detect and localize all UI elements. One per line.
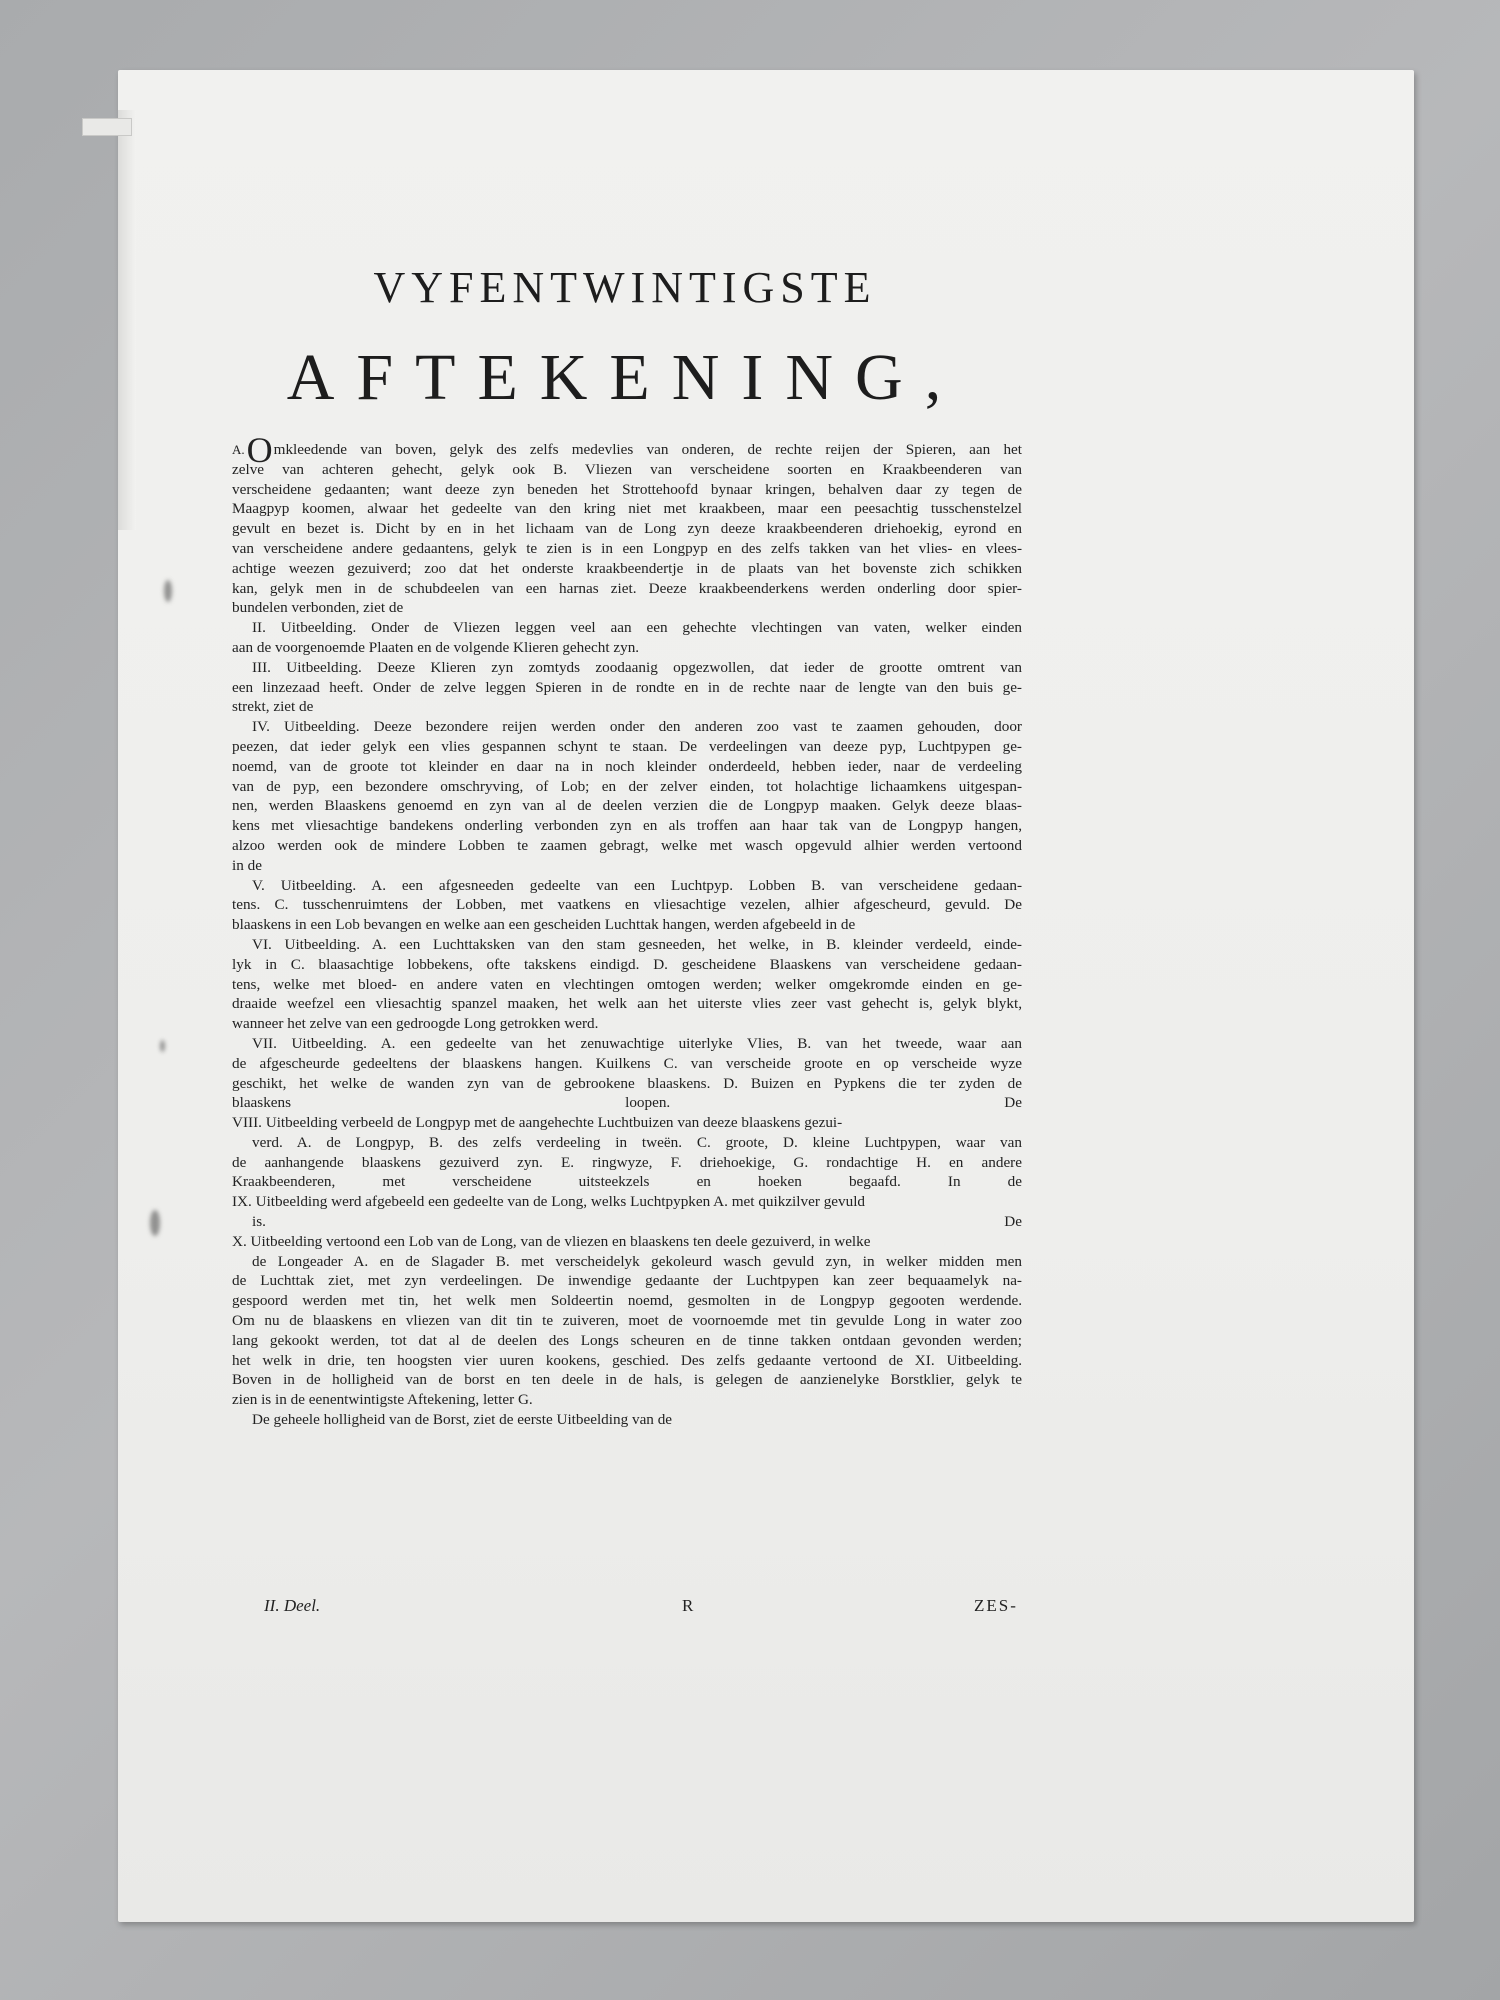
text-line: III. Uitbeelding. Deeze Klieren zyn zomtyds zoodaanig opgezwollen, dat ieder de grootte omtrent van xyxy=(252,658,1022,676)
text-line: II. Uitbeelding. Onder de Vliezen leggen veel aan een gehechte vlechtingen van vaten, welker einden xyxy=(252,619,1022,637)
text-line: IX. Uitbeelding werd afgebeeld een gedeelte van de Long, welks Luchtpypken A. met quikzilver gevuld xyxy=(232,1193,866,1211)
footer-volume: II. Deel. xyxy=(264,1596,321,1615)
paper-tab xyxy=(82,118,132,136)
text-line: tens, welke met bloed- en andere vaten en vlechtingen omtogen werden; welker omgekromde einden en ge- xyxy=(232,975,1022,993)
text-line: noemd, van de groote tot kleinder en daar na in noch kleinder onderdeeld, hebben ieder, naar de verdeeling xyxy=(232,757,1022,775)
text-line: de afgescheurde gedeeltens der blaaskens hangen. Kuilkens C. van verscheide groote en op verscheide wyze xyxy=(232,1054,1022,1072)
text-line: kan, gelyk men in de schubdeelen van een harnas ziet. Deeze kraakbeenderkens werden onderling door spier- xyxy=(232,579,1022,597)
text-lines xyxy=(232,460,1022,1430)
foxing-spot xyxy=(160,1040,165,1052)
text-line: De geheele holligheid van de Borst, ziet de eerste Uitbeelding van de xyxy=(252,1411,673,1429)
text-line: de Luchttak ziet, met zyn verdeelingen. De inwendige gedaante der Luchtpypen kan zeer bequaamelyk na- xyxy=(232,1272,1022,1290)
text-line: peezen, dat ieder gelyk een vlies gespannen schynt te staan. De verdeelingen van deeze pyp, Luchtpypen ge- xyxy=(232,737,1022,755)
text-line: blaaskens in een Lob bevangen en welke aan een gescheiden Luchttak hangen, werden afgebeeld in de xyxy=(232,916,856,934)
text-line: aan de voorgenoemde Plaaten en de volgende Klieren gehecht zyn. xyxy=(232,638,640,656)
text-line: tens. C. tusschenruimtens der Lobben, met vaatkens en vliesachtige vezelen, alhier afgescheurd, gevuld. De xyxy=(232,896,1022,914)
text-line: draaide weefzel een vliesachtig spanzel maaken, het welk aan het uiterste vlies zeer vast gehecht is, gelyk blykt, xyxy=(232,995,1022,1013)
page-title-line-2: AFTEKENING, xyxy=(286,341,964,414)
text-line: VI. Uitbeelding. A. een Luchttaksken van den stam gesneeden, het welke, in B. kleinder verdeeld, einde- xyxy=(252,935,1022,953)
text-line: zien is in de eenentwintigste Aftekening, letter G. xyxy=(232,1391,533,1409)
text-line: lang gekookt werden, tot dat al de deelen des Longs scheuren en de tinne takken ontdaan gevonden werden; xyxy=(232,1331,1022,1349)
text-line: van verscheidene andere gedaantens, gelyk te zien is in een Longpyp en des zelfs takken van het vlies- en vlees- xyxy=(232,539,1022,557)
figure-marker: A. xyxy=(232,442,245,457)
text-line: geschikt, het welke de wanden zyn van de gebrookene blaaskens. D. Buizen en Pypkens die ter zyden de xyxy=(232,1074,1022,1092)
drop-cap: O xyxy=(246,430,273,470)
text-line: Kraakbeenderen, met verscheidene uitsteekzels en hoeken begaafd. In de xyxy=(232,1173,1022,1191)
text-line: een linzezaad heeft. Onder de zelve leggen Spieren in de rondte en in de rechte naar de lengte van den buis ge- xyxy=(232,678,1022,696)
text-line-rest: mkleedende van boven, gelyk des zelfs medevlies van onderen, de rechte reijen der Spieren, aan het xyxy=(273,441,1022,458)
page-title-line-1: VYFENTWINTIGSTE xyxy=(373,263,877,312)
text-line: van de pyp, een bezondere omschryving, of Lob; en der zelver einden, tot holachtige lichaamkens uitgespan- xyxy=(232,777,1022,795)
text-line: gevult en bezet is. Dicht by en in het lichaam van de Long zyn deeze kraakbeenderen driehoekig, eyrond en xyxy=(232,520,1022,538)
text-line: blaaskens loopen. De xyxy=(232,1094,1022,1112)
text-line: wanneer het zelve van een gedroogde Long getrokken werd. xyxy=(232,1015,599,1033)
text-line: strekt, ziet de xyxy=(232,698,314,716)
text-line: het welk in drie, ten hoogsten vier uuren kookens, geschied. Des zelfs gedaante vertoond de XI. Uitbeelding. xyxy=(232,1351,1022,1369)
text-line: nen, werden Blaaskens genoemd en zyn van al de deelen verzien die de Longpyp maaken. Gelyk deeze blaas- xyxy=(232,797,1022,815)
text-line: V. Uitbeelding. A. een afgesneeden gedeelte van een Luchtpyp. Lobben B. van verscheidene gedaan- xyxy=(252,876,1022,894)
binding-edge xyxy=(118,110,136,530)
text-line: zelve van achteren gehecht, gelyk ook B. Vliezen van verscheidene soorten en Kraakbeenderen van xyxy=(232,460,1022,478)
text-line: kens met vliesachtige bandekens onderling verbonden zyn en als troffen aan haar tak van de Longpyp hangen, xyxy=(232,817,1022,835)
footer-signature: R xyxy=(682,1596,694,1615)
text-line: X. Uitbeelding vertoond een Lob van de Long, van de vliezen en blaaskens ten deele gezuiverd, in welke xyxy=(232,1232,871,1250)
text-line: verscheidene gedaanten; want deeze zyn beneden het Strottehoofd bynaar kringen, behalven daar zy tegen de xyxy=(232,480,1022,498)
text-line: alzoo werden ook de mindere Lobben te zaamen gebragt, welke met wasch opgevuld alhier werden vertoond xyxy=(232,836,1022,854)
text-line: gespoord werden met tin, het welk men Soldeertin noemd, gesmolten in de Longpyp gegooten werdende. xyxy=(232,1292,1022,1310)
text-line: lyk in C. blaasachtige lobbekens, ofte takskens eindigd. D. gescheidene Blaaskens van verscheidene gedaan- xyxy=(232,955,1022,973)
body-text xyxy=(232,430,1022,1430)
text-line: de aanhangende blaaskens gezuiverd zyn. E. ringwyze, F. driehoekige, G. rondachtige H. en andere xyxy=(232,1153,1022,1171)
text-line: verd. A. de Longpyp, B. des zelfs verdeeling in tweën. C. groote, D. kleine Luchtpypen, waar van xyxy=(252,1133,1022,1151)
text-line: in de xyxy=(232,856,262,874)
text-line: VIII. Uitbeelding verbeeld de Longpyp met de aangehechte Luchtbuizen van deeze blaaskens gezui- xyxy=(232,1114,843,1132)
text-line: bundelen verbonden, ziet de xyxy=(232,599,404,617)
text-line: is. De xyxy=(252,1213,1022,1231)
text-line: Maagpyp koomen, alwaar het gedeelte van den kring niet met kraakbeen, maar een peesachtig tusschenstelzel xyxy=(232,500,1022,518)
text-line: VII. Uitbeelding. A. een gedeelte van het zenuwachtige uiterlyke Vlies, B. van het tweede, waar aan xyxy=(252,1034,1022,1052)
text-line: IV. Uitbeelding. Deeze bezondere reijen werden onder den anderen zoo vast te zaamen gehouden, door xyxy=(252,718,1022,736)
foxing-spot xyxy=(150,1210,160,1236)
foxing-spot xyxy=(164,580,172,602)
footer-catchword: ZES- xyxy=(974,1596,1018,1615)
text-line: Boven in de holligheid van de borst en ten deele in de hals, is gelegen de aanzienelyke Borstklier, gelyk te xyxy=(232,1371,1022,1389)
text-line: achtige weezen gezuiverd; zoo dat het onderste kraakbeendertje in de plaats van het bovenste zich schikken xyxy=(232,559,1022,577)
text-line: de Longeader A. en de Slagader B. met verscheidelyk gekoleurd wasch gevuld zyn, in welker midden men xyxy=(252,1252,1022,1270)
text-line: Om nu de blaaskens en vliezen van dit tin te zuiveren, moet de voornoemde met tin gevulde Long in water zoo xyxy=(232,1312,1022,1330)
